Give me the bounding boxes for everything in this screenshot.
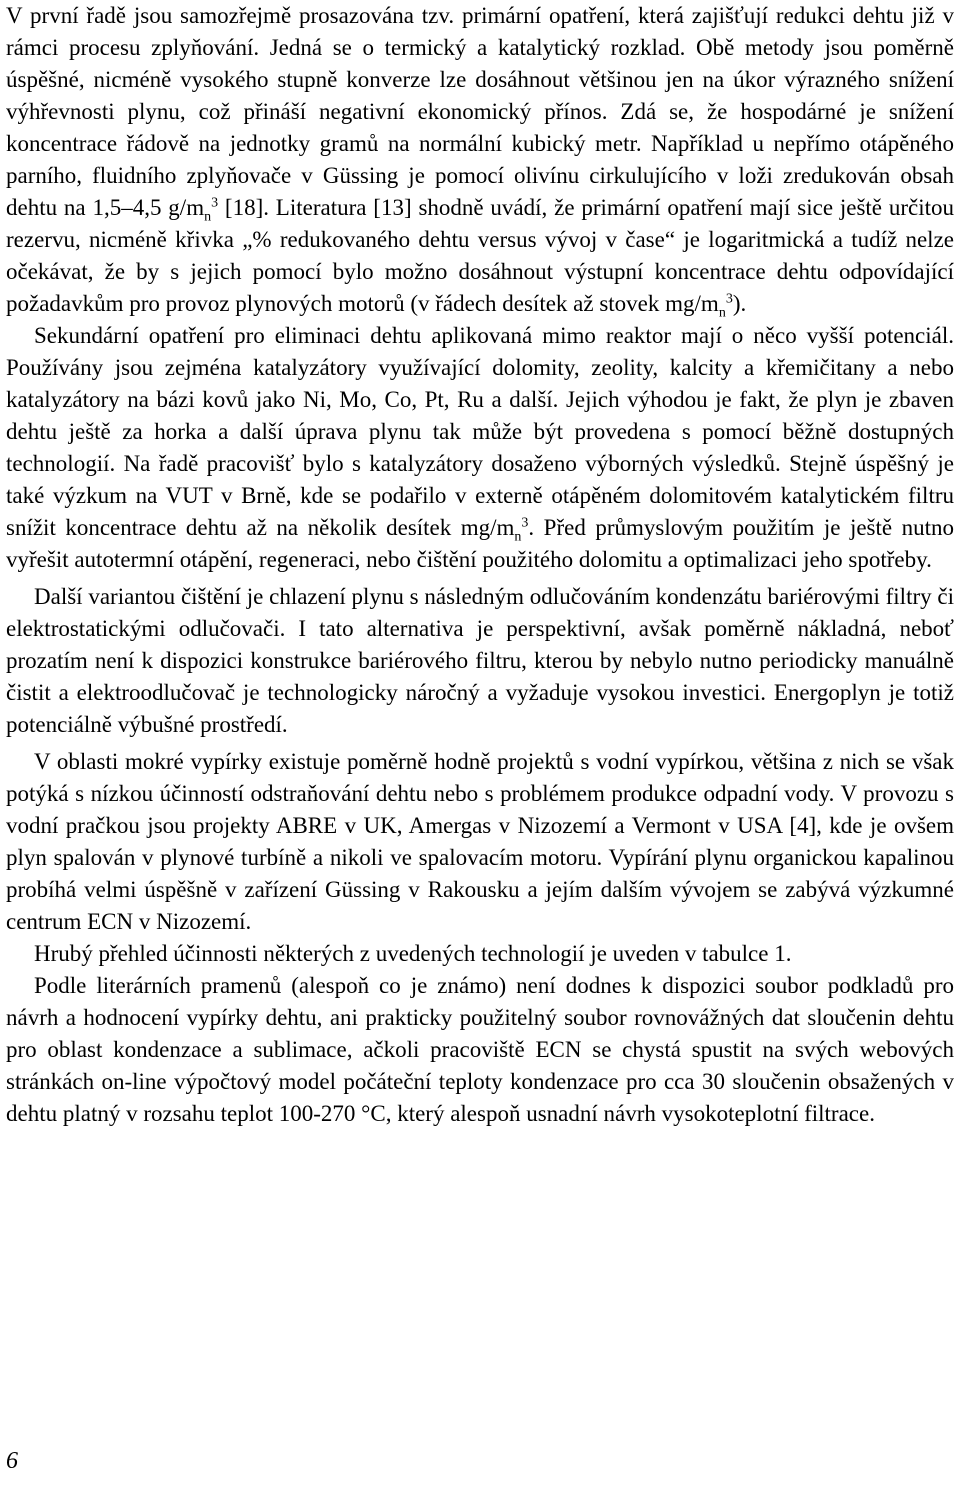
paragraph-wet-scrubbing: V oblasti mokré vypírky existuje poměrně hodně projektů s vodní vypírkou, většina z nich se však potýká s nízkou účinností odstraňování dehtu nebo s problémem produkce odpadní vody. V provozu s vodní pračkou jsou projekty ABRE v UK, Amergas v Nizozemí a Vermont v USA [4], kde je ovšem plyn spalován v plynové turbíně a nikoli ve spalovacím motoru. Vypírání plynu organickou kapalinou probíhá velmi úspěšně v zařízení Güssing v Rakousku a jejím dalším vývojem se zabývá výzkumné centrum ECN v Nizozemí. [6,749,954,934]
paragraph-secondary-measures: Sekundární opatření pro eliminaci dehtu aplikovaná mimo reaktor mají o něco vyšší potenciál. Používány jsou zejména katalyzátory využívající dolomity, zeolity, kalcity a křemičitany a nebo katalyzátory na bázi kovů jako Ni, Mo, Co, Pt, Ru a další. Jejich výhodou je fakt, že plyn je zbaven dehtu ještě za horka a další úprava plynu tak může být provedena s pomocí běžně dostupných technologií. Na řadě pracovišť bylo s katalyzátory dosaženo výborných výsledků. Stejně úspěšný je také výzkum na VUT v Brně, kde se podařilo v externě otápěném dolomitovém katalytickém filtru snížit koncentrace dehtu až na několik desítek $mg/m_n^3$. Před průmyslovým použitím je ještě nutno vyřešit autotermní otápění, regeneraci, nebo čištění použitého dolomitu a optimalizaci jeho spotřeby. [6,323,954,572]
paragraph-primary-measures: V první řadě jsou samozřejmě prosazována tzv. primární opatření, která zajišťují redukci dehtu již v rámci procesu zplyňování. Jedná se o termický a katalytický rozklad. Obě metody jsou poměrně úspěšné, nicméně vysokého stupně konverze lze dosáhnout většinou jen na úkor výrazného snížení výhřevnosti plynu, což přináší negativní ekonomický přínos. Zdá se, že hospodárné je snížení koncentrace řádově na jednotky gramů na normální kubický metr. Například u nepřímo otápěného parního, fluidního zplyňovače v Güssing je pomocí olivínu cirkulujícího v loži zredukován obsah dehtu na 1,5–4,5 $g/m_n^3$ [18]. Literatura [13] shodně uvádí, že primární opatření mají sice ještě určitou rezervu, nicméně křivka „% redukovaného dehtu versus vývoj v čase“ je logaritmická a tudíž nelze očekávat, že by s jejich pomocí bylo možno dosáhnout výstupní koncentrace dehtu odpovídající požadavkům pro provoz plynových motorů (v řádech desítek až stovek $mg/m_n^3$). [6,3,954,321]
document-page [6,0,954,1130]
paragraph-cooling-filtration: Další variantou čištění je chlazení plynu s následným odlučováním kondenzátu bariérovými filtry či elektrostatickými odlučovači. I tato alternativa je perspektivní, avšak poměrně nákladná, neboť prozatím není k dispozici konstrukce bariérového filtru, kterou by nebylo nutno periodicky manuálně čistit a elektroodlučovač je technologicky náročný a vyžaduje vysokou investici. Energoplyn je totiž potenciálně výbušné prostředí. [6,584,954,737]
paragraph-literature-sources: Podle literárních pramenů (alespoň co je známo) není dodnes k dispozici soubor podkladů pro návrh a hodnocení vypírky dehtu, ani prakticky použitelný soubor rovnovážných dat sloučenin dehtu pro oblast kondenzace a sublimace, ačkoli pracoviště ECN se chystá spustit na svých webových stránkách on-line výpočtový model počáteční teploty kondenzace pro cca 30 sloučenin obsažených v dehtu platný v rozsahu teplot 100-270 °C, který alespoň usnadní návrh vysokoteplotní filtrace. [6,973,954,1126]
page-number: 6 [6,1448,18,1474]
paragraph-table-reference: Hrubý přehled účinnosti některých z uvedených technologií je uveden v tabulce 1. [34,941,792,966]
